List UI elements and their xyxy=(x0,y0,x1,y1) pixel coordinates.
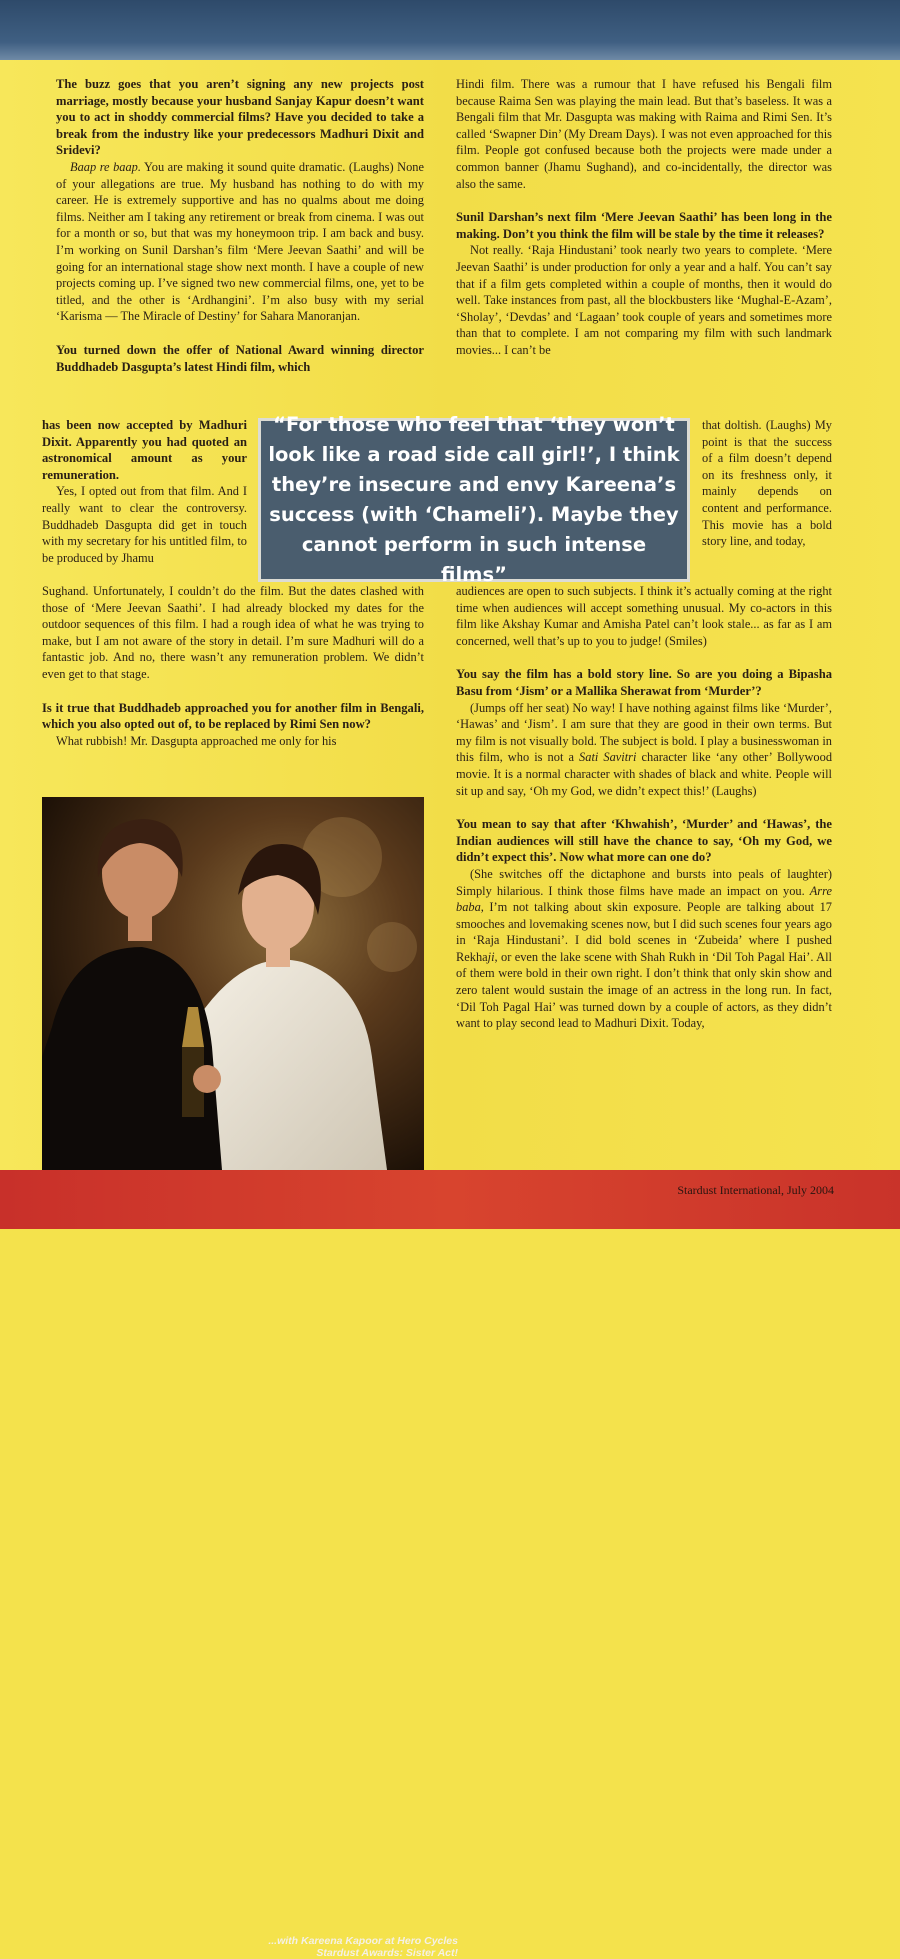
answer-1-text: You are making it sound quite dramatic. (Laughs) None of your allegations are true. My husband has nothing to do with my career. He is extremely supportive and has no qualms about me doing films. Neither am I taking any retirement or break from cinema. I was out for a month or so, but that was my honeymoon trip. I am back and busy. I’m working on Sunil Darshan’s film ‘Mere Jeevan Saathi’ and will be going for an international stage show next month. I have a couple of new projects coming up. I’ve signed two new commercial films, one, yet to be titled, and the other is ‘Ardhangini’. I’m also busy with my serial ‘Karisma — The Miracle of Destiny’ for Sahara Manoranjan. xyxy=(56,159,424,324)
right-column-narrow xyxy=(702,417,832,550)
photo-sisters xyxy=(42,797,458,1959)
photo-caption xyxy=(222,1935,458,1959)
answer-2-part2: Sughand. Unfortunately, I couldn’t do the film. But the dates clashed with those of ‘Mere Jeevan Saathi’. I had already blocked my dates for the outdoor sequences of this film. I had a rough idea of what he was trying to make, but I am not aware of the story in detail. I’m sure Madhuri will do a fantastic job. And no, there wasn’t any remuneration problem. We didn’t even get to that stage. xyxy=(42,584,424,681)
question-2-part1: You turned down the offer of National Award winning director Buddhadeb Dasgupta’s latest Hindi film, which xyxy=(56,342,424,374)
answer-4-part2: that doltish. (Laughs) My point is that the success of a film doesn’t depend on its freshness only, it mainly depends on content and performance. This movie has a bold story line, and today, xyxy=(702,418,832,549)
answer-5 xyxy=(456,700,832,800)
pull-quote-box xyxy=(258,413,690,586)
photo-illustration xyxy=(42,797,424,1170)
answer-5-text-a: (Jumps off her seat) No way! I have nothing against films like ‘Murder’, ‘Hawas’ and ‘Jism’. I am sure that they are good in their own terms. But my film is not visually bold. The subject is bold. I play a businesswoman in this film, who is not a xyxy=(456,700,832,765)
top-color-band xyxy=(0,0,900,60)
left-column-top xyxy=(56,76,424,375)
question-4: Sunil Darshan’s next film ‘Mere Jeevan Saathi’ has been long in the making. Don’t you think the film will be stale by the time it releases? xyxy=(456,210,832,241)
question-2-part2: has been now accepted by Madhuri Dixit. Apparently you had quoted an astronomical amount as your remuneration. xyxy=(42,418,247,482)
answer-6-text-c: , or even the lake scene with Shah Rukh in ‘Dil Toh Pagal Hai’. All of them were bold in their own right. I don’t think that only skin show and zero talent would sustain the image of an actress in the long run. In fact, ‘Dil Toh Pagal Hai’ was turned down by a couple of actors, as they didn’t want to play second lead to Madhuri Dixit. Today, xyxy=(456,949,832,1031)
answer-3-continued: Hindi film. There was a rumour that I have refused his Bengali film because Raima Sen was playing the main lead. But that’s baseless. It was a Bengali film that Mr. Dasgupta was making with Raima and Rimi Sen. It’s called ‘Swapner Din’ (My Dream Days). I was not even approached for this film. People got confused because both the projects were made under a common banner (Jhamu Sughand), and co-incidentally, the director was also the same. xyxy=(456,77,832,191)
answer-3-start: What rubbish! Mr. Dasgupta approached me only for his xyxy=(56,733,337,748)
right-column-top xyxy=(456,76,832,359)
photo-caption-line-1: ...with Kareena Kapoor at Hero Cycles xyxy=(268,1935,458,1947)
question-6: You mean to say that after ‘Khwahish’, ‘Murder’ and ‘Hawas’, the Indian audiences will still have the chance to say, ‘Oh my God, we didn’t expect this’. Now what more can one do? xyxy=(456,817,832,865)
pull-quote-text: “For those who feel that ‘they won’t look like a road side call girl!’, I think they’re insecure and envy Kareena’s success (with ‘Chameli’). Maybe they cannot perform in such intense films” xyxy=(268,413,680,586)
answer-6 xyxy=(456,866,832,1032)
answer-4-part1: Not really. ‘Raja Hindustani’ took nearly two years to complete. ‘Mere Jeevan Saathi’ is under production for only a year and a half. You can’t say that if a film gets completed within a couple of months, then it would do well. Take instances from past, all the blockbusters like ‘Mughal-E-Azam’, ‘Sholay’, ‘Devdas’ and ‘Lagaan’ took couple of years and sometimes more than that to complete. I am not comparing my film with such landmark movies... I can’t be xyxy=(456,243,832,357)
answer-6-emphasis-b: ji xyxy=(487,949,495,964)
answer-5-emphasis: Sati Savitri xyxy=(579,750,637,765)
answer-6-text-a: (She switches off the dictaphone and bursts into peals of laughter) Simply hilarious. I think those films have made an impact on you. xyxy=(456,866,832,898)
answer-1-emphasis: Baap re baap. xyxy=(70,159,141,174)
answer-4-part3: audiences are open to such subjects. I think it’s actually coming at the right time when audiences will accept something unusual. My co-actors in this film like Akshay Kumar and Amisha Patel can’t look stale... as far as I am concerned, well that’s up to you to judge! (Smiles) xyxy=(456,584,832,648)
left-column-bottom xyxy=(42,583,424,749)
bottom-color-band xyxy=(0,1170,900,1229)
answer-6-emphasis-a: Arre baba xyxy=(456,883,832,915)
answer-1 xyxy=(56,159,424,325)
answer-5-text-b: character like ‘any other’ Bollywood movie. It is a normal character with shades of black and white. People will sit up and say, ‘Oh my God, we didn’t expect this!’ (Laughs) xyxy=(456,750,833,798)
answer-2-part1: Yes, I opted out from that film. And I really want to clear the controversy. Buddhadeb Dasgupta did get in touch with my secretary for his untitled film, to be produced by Jhamu xyxy=(42,484,247,565)
footer-publication: Stardust International, July 2004 xyxy=(677,1183,834,1197)
question-3: Is it true that Buddhadeb approached you for another film in Bengali, which you also opted out of, to be replaced by Rimi Sen now? xyxy=(42,700,424,732)
question-1: The buzz goes that you aren’t signing any new projects post marriage, mostly because your husband Sanjay Kapur doesn’t want you to act in shoddy commercial films? Have you decided to take a break from the industry like your predecessors Madhuri Dixit and Sridevi? xyxy=(56,77,424,158)
photo-caption-line-2: Stardust Awards: Sister Act! xyxy=(316,1947,458,1959)
question-5: You say the film has a bold story line. So are you doing a Bipasha Basu from ‘Jism’ or a Mallika Sherawat from ‘Murder’? xyxy=(456,667,832,698)
left-column-narrow xyxy=(42,417,247,566)
right-column-bottom xyxy=(456,583,832,1032)
answer-6-text-b: , I’m not talking about skin exposure. People are talking about 17 smooches and lovemaking scenes now, but I did such scenes four years ago in ‘Raja Hindustani’. I did bold scenes in ‘Zubeida’ where I pushed Rekha xyxy=(456,900,832,964)
